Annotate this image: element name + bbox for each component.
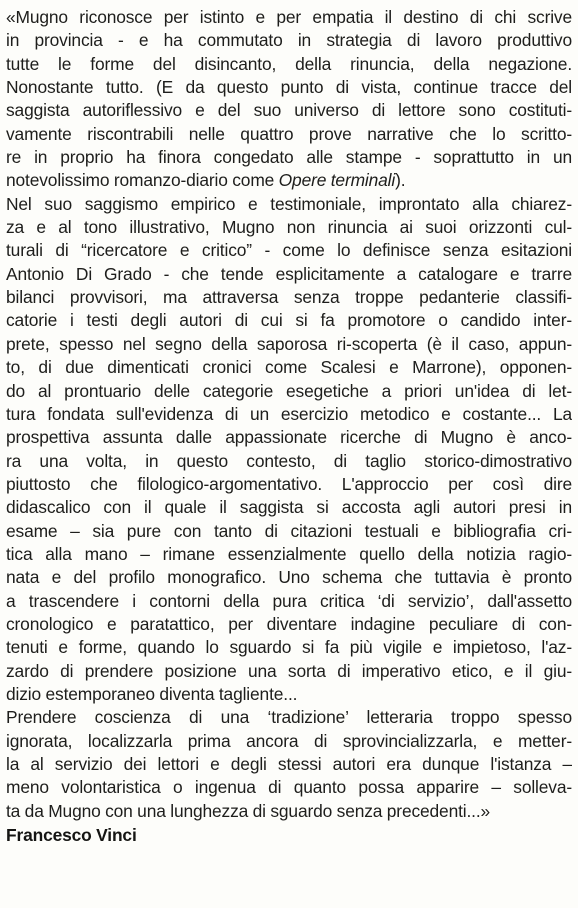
text-line (6, 169, 572, 192)
text-line: ignorata, localizzarla prima ancora di sprovincializzarla, e metter- (6, 730, 572, 751)
text-line: saggista autoriflessivo e del suo universo di lettore sono costituti- (6, 100, 572, 121)
paragraph (6, 6, 572, 193)
text-segment: ). (395, 170, 406, 191)
text-line: piuttosto che filologico-argomentativo. L'approccio per così dire (6, 473, 572, 494)
text-line: do al prontuario delle categorie esegetiche a priori un'idea di let- (6, 380, 572, 401)
text-line: turali di “ricercatore e critico” - come lo definisce senza esitazioni (6, 240, 572, 261)
text-line: ta da Mugno con una lunghezza di sguardo senza precedenti...» (6, 800, 491, 821)
text-line: bilanci provvisori, ma attraversa senza troppe pedanterie classifi- (6, 287, 572, 308)
text-line: «Mugno riconosce per istinto e per empatia il destino di chi scrive (6, 7, 572, 27)
text-line: tutte le forme del disincanto, della rinuncia, della negazione. (6, 53, 572, 74)
text-line: re in proprio ha finora congedato alle stampe - soprattutto in un (6, 147, 572, 168)
text-line: tura fondata sull'evidenza di un esercizio metodico e costante... La (6, 403, 572, 424)
text-line: tenuti e forme, quando lo sguardo si fa più vigile e impietoso, l'az- (6, 637, 572, 658)
text-line: prete, spesso nel segno della saporosa ri-scoperta (è il caso, appun- (6, 333, 572, 354)
text-line: la al servizio dei lettori e degli stessi autori era dunque l'istanza – (6, 754, 572, 774)
text-line: tica alla mano – rimane essenzialmente quello della notizia ragio- (6, 543, 572, 564)
text-line: meno volontaristica o ingenua di quanto possa apparire – solleva- (6, 777, 572, 798)
text-line: ra una volta, in questo contesto, di taglio storico-dimostrativo (6, 450, 572, 471)
text-line: didascalico con il quale il saggista si accosta agli autori presi in (6, 497, 572, 518)
text-segment: notevolissimo romanzo-diario come (6, 170, 279, 191)
text-line: dizio estemporaneo diventa tagliente... (6, 683, 298, 704)
text-line: nata e del profilo monografico. Uno schema che tuttavia è pronto (6, 567, 572, 588)
text-line: Prendere coscienza di una ‘tradizione’ letteraria troppo spesso (6, 707, 572, 728)
text-line: zardo di prendere posizione una sorta di imperativo etico, e il giu- (6, 660, 572, 681)
paragraph (6, 193, 572, 707)
article-text (6, 6, 572, 847)
text-line: prospettiva assunta dalle appassionate ricerche di Mugno è anco- (6, 427, 572, 448)
text-line: cronologico e paratattico, per diventare indagine peculiare di con- (6, 613, 572, 634)
text-line: in provincia - e ha commutato in strategia di lavoro produttivo (6, 30, 572, 51)
text-line: Nonostante tutto. (E da questo punto di vista, continue tracce del (6, 77, 572, 98)
text-line: za e al tono illustrativo, Mugno non rinuncia ai suoi orizzonti cul- (6, 217, 572, 238)
text-line: vamente riscontrabili nelle quattro prove narrative che lo scritto- (6, 123, 572, 144)
text-line: catorie i testi degli autori di cui si fa promotore o candido inter- (6, 310, 572, 331)
book-title: Opere terminali (278, 170, 396, 191)
text-line: Antonio Di Grado - che tende esplicitamente a catalogare e trarre (6, 263, 572, 284)
text-line: Nel suo saggismo empirico e testimoniale, improntato alla chiarez- (6, 193, 572, 214)
text-line: to, di due dimenticati cronici come Scalesi e Marrone), opponen- (6, 357, 572, 378)
author-signature: Francesco Vinci (6, 825, 137, 846)
text-line: a trascendere i contorni della pura critica ‘di servizio’, dall'assetto (6, 590, 572, 611)
paragraph (6, 706, 572, 823)
text-line: esame – sia pure con tanto di citazioni testuali e bibliografia cri- (6, 520, 572, 541)
